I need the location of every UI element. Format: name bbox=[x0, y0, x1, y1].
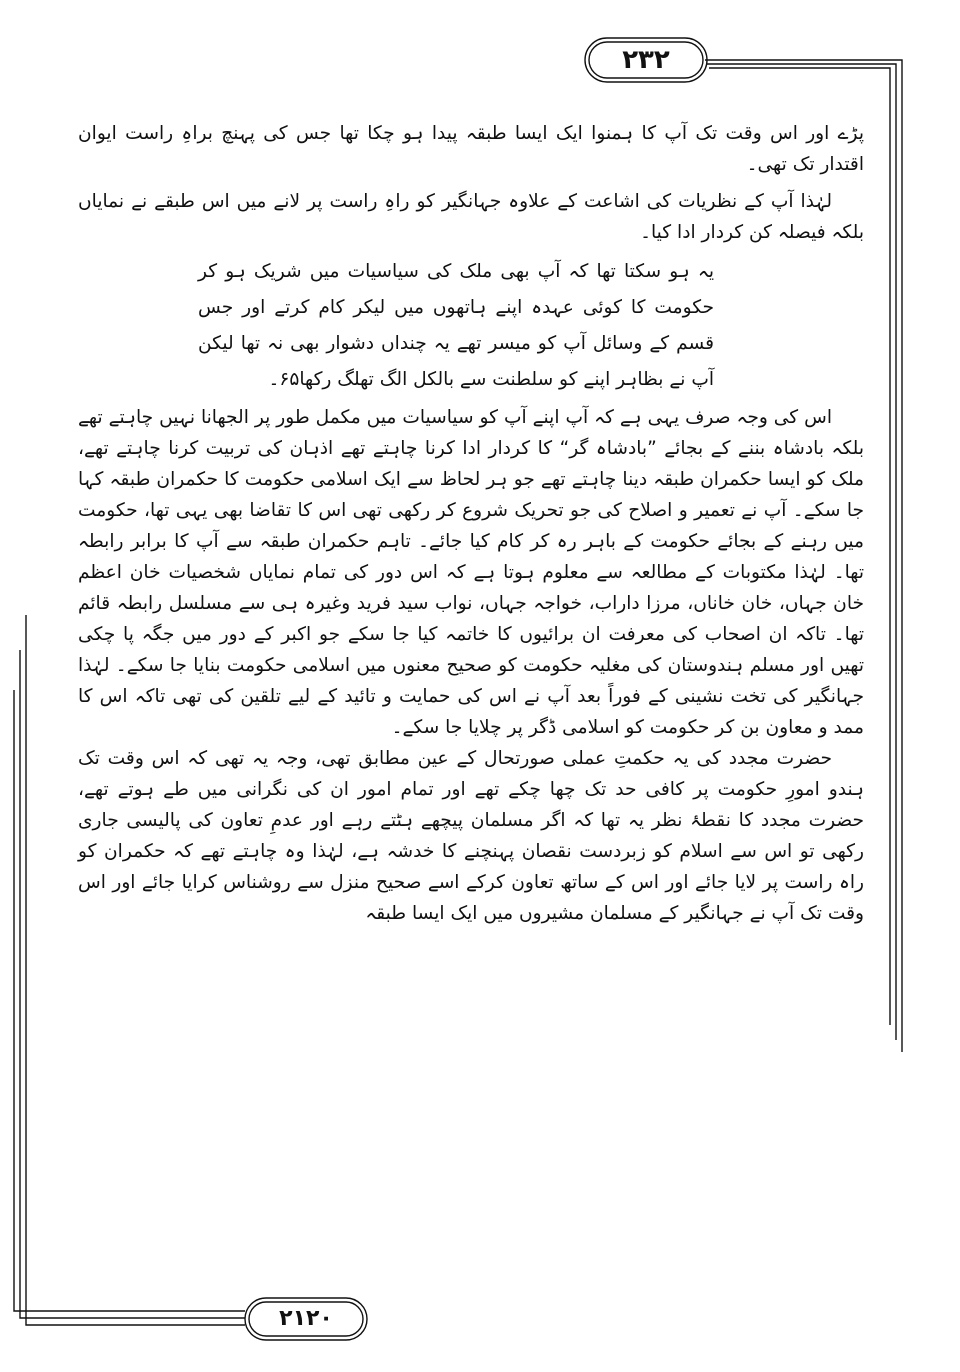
paragraph-3: اس کی وجہ صرف یہی ہے کہ آپ اپنے آپ کو سیاسیات میں مکمل طور پر الجھانا نہیں چاہتے تھے بلکہ بادشاہ بننے کے بجائے ”بادشاہ گر“ کا کردار ادا کرنا چاہتے تھے اذہان کی تربیت کرنا چاہتے تھے، ملک کو ایسا حکمران طبقہ دینا چاہتے تھے جو ہر لحاظ سے ایک اسلامی حکومت کا حکمران طبقہ کہا جا سکے۔ آپ نے تعمیر و اصلاح کی جو تحریک شروع کر رکھی تھی اس کا تقاضا بھی یہی تھا، حکومت میں رہنے کے بجائے حکومت کے باہر رہ کر کام کیا جائے۔ تاہم حکمران طبقہ سے آپ کا برابر رابطہ تھا۔ لہٰذا مکتوبات کے مطالعہ سے معلوم ہوتا ہے کہ اس دور کی تمام نمایاں شخصیات خان اعظم خان جہاں، خان خاناں، مرزا داراب، خواجہ جہاں، نواب سید فرید وغیرہ ہی سے مسلسل رابطہ قائم تھا۔ تاکہ ان اصحاب کی معرفت ان برائیوں کا خاتمہ کیا جا سکے جو اکبر کے دور میں جگہ پا چکی تھیں اور مسلم ہندوستان کی مغلیہ حکومت کو صحیح معنوں میں اسلامی حکومت بنایا جا سکے۔ لہٰذا جہانگیر کی تخت نشینی کے فوراً بعد آپ نے اس کی حمایت و تائید کے لیے تلقین کی تھی تاکہ اس کا ممد و معاون بن کر حکومت کو اسلامی ڈگر پر چلایا جا سکے۔ bbox=[78, 407, 864, 738]
paragraph-2: لہٰذا آپ کے نظریات کی اشاعت کے علاوہ جہانگیر کو راہِ راست پر لانے میں اس طبقے نے نمایاں بلکہ فیصلہ کن کردار ادا کیا۔ bbox=[78, 191, 864, 243]
block-quote: یہ ہو سکتا تھا کہ آپ بھی ملک کی سیاسیات میں شریک ہو کر حکومت کا کوئی عہدہ اپنے ہاتھوں میں لیکر کام کرتے اور جس قسم کے وسائل آپ کو میسر تھے یہ چنداں دشوار بھی نہ تھا لیکن آپ نے بظاہر اپنے کو سلطنت سے بالکل الگ تھلگ رکھا۶۵۔ bbox=[198, 261, 714, 390]
bottom-page-number: ۲۱۲۰ bbox=[279, 1306, 333, 1331]
paragraph-1: پڑے اور اس وقت تک آپ کا ہمنوا ایک ایسا طبقہ پیدا ہو چکا تھا جس کی پہنچ براہِ راست ایوان اقتدار تک تھی۔ bbox=[78, 123, 864, 175]
page-body bbox=[78, 118, 864, 929]
paragraph-4: حضرت مجدد کی یہ حکمتِ عملی صورتحال کے عین مطابق تھی، وجہ یہ تھی کہ اس وقت تک ہندو امورِ حکومت پر کافی حد تک چھا چکے تھے اور تمام امور ان کی نگرانی میں طے ہوتے تھے، حضرت مجدد کا نقطۂ نظر یہ تھا کہ اگر مسلمان پیچھے ہٹتے رہے اور عدمِ تعاون کی پالیسی جاری رکھی تو اس سے اسلام کو زبردست نقصان پہنچنے کا خدشہ ہے، لہٰذا وہ چاہتے تھے کہ حکمران کو راہ راست پر لایا جائے اور اس کے ساتھ تعاون کرکے اسے صحیح منزل سے روشناس کرایا جائے اور اس وقت تک آپ نے جہانگیر کے مسلمان مشیروں میں ایک ایسا طبقہ bbox=[78, 748, 864, 924]
top-page-number: ۲۳۲ bbox=[622, 45, 670, 75]
